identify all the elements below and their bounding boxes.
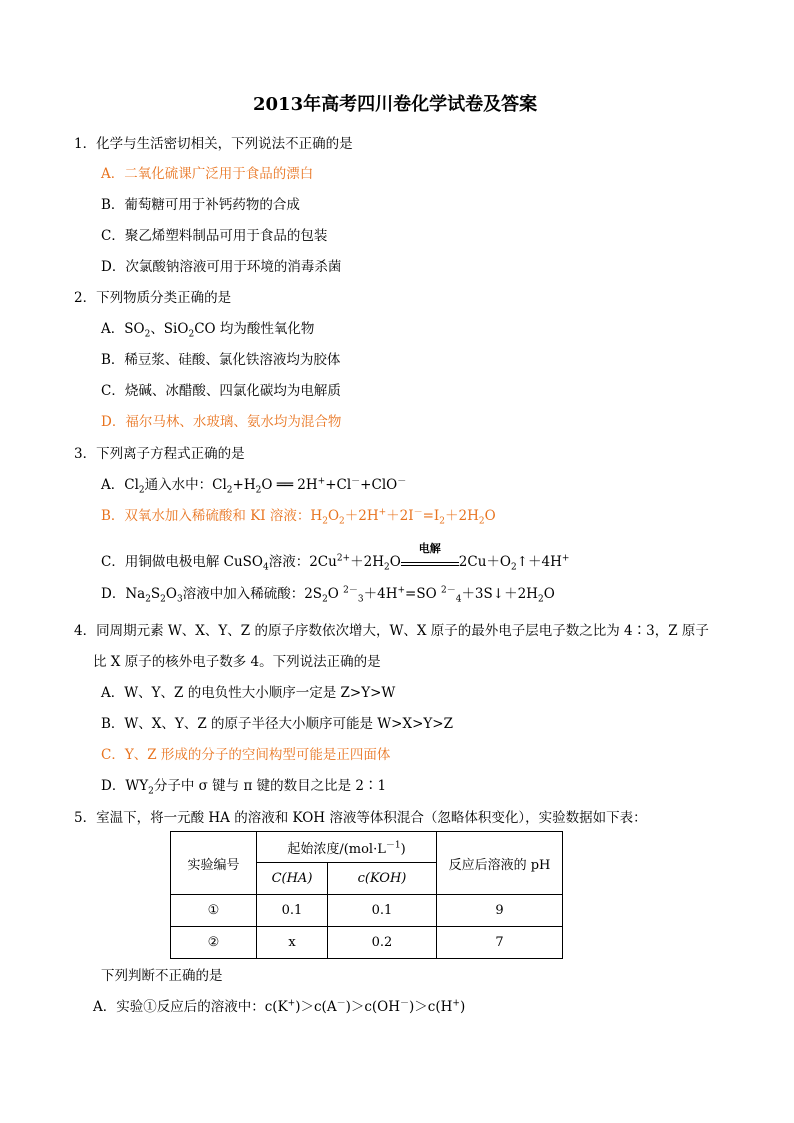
q3-option-a: A．$Cl_2$通入水中：$Cl_2+H_2O$ ══ 2H++Cl－+ClO－ <box>101 476 407 496</box>
q4-option-b: B．W、X、Y、Z 的原子半径大小顺序可能是 W>X>Y>Z <box>101 716 453 732</box>
header-c-koh: c(KOH) <box>328 863 437 895</box>
q2-option-c: C．烧碱、冰醋酸、四氯化碳均为电解质 <box>101 383 341 399</box>
q2-option-d: D．福尔马林、水玻璃、氨水均为混合物 <box>101 414 342 430</box>
q5-stem: 5．室温下，将一元酸 HA 的溶液和 KOH 溶液等体积混合（忽略体积变化），实验数据如下表： <box>74 810 647 826</box>
q3-option-d: D．$Na_2S_2O_3$溶液中加入稀硫酸：$2S_2O$ $^{2-}_3$＋4H+=SO $^{2-}_4+3S↓+2H_2O$ <box>101 585 555 605</box>
q4-stem-line1: 4．同周期元素 W、X、Y、Z 的原子序数依次增大，W、X 原子的最外电子层电子数之比为 4∶3，Z 原子 <box>74 623 709 639</box>
experiment-table <box>170 831 563 959</box>
cell-koh: 0.1 <box>328 895 437 927</box>
q1-option-a: A．二氧化硫课广泛用于食品的漂白 <box>101 166 314 182</box>
cell-no: ② <box>171 927 257 959</box>
q2-option-b: B．稀豆浆、硅酸、氯化铁溶液均为胶体 <box>101 352 341 368</box>
electrolysis-arrow <box>401 542 459 566</box>
q4-option-c: C．Y、Z 形成的分子的空间构型可能是正四面体 <box>101 747 391 763</box>
q4-option-d: D．$WY_2$分子中 σ 键与 π 键的数目之比是 2∶1 <box>101 778 387 797</box>
page-title: 2013年高考四川卷化学试卷及答案 <box>253 94 538 115</box>
q2-stem: 2．下列物质分类正确的是 <box>74 290 232 306</box>
header-experiment-no: 实验编号 <box>171 832 257 895</box>
header-ph: 反应后溶液的 pH <box>437 832 563 895</box>
q5-judge: 下列判断不正确的是 <box>101 968 223 984</box>
q4-stem-line2: 比 X 原子的核外电子数多 4。下列说法正确的是 <box>93 654 381 670</box>
q1-option-b: B．葡萄糖可用于补钙药物的合成 <box>101 197 300 213</box>
q3-stem: 3．下列离子方程式正确的是 <box>74 446 245 462</box>
cell-ph: 7 <box>437 927 563 959</box>
cell-koh: 0.2 <box>328 927 437 959</box>
cell-ph: 9 <box>437 895 563 927</box>
q2-option-a: A．$SO_2$、SiO$_2$CO 均为酸性氧化物 <box>101 321 315 340</box>
header-c-ha: C(HA) <box>257 863 328 895</box>
cell-ha: 0.1 <box>257 895 328 927</box>
q3-option-b: B．双氧水加入稀硫酸和 KI 溶液：$H_2O_2+2H^++2I^-=I_2+2H_2O$ <box>101 507 496 527</box>
electrolysis-label: 电解 <box>418 542 441 555</box>
header-initial-concentration: 起始浓度$/(mol\cdot L^{-1})$ <box>257 832 437 863</box>
table-row <box>171 927 563 959</box>
q1-option-c: C．聚乙烯塑料制品可用于食品的包装 <box>101 228 328 244</box>
q5-option-a: A．实验①反应后的溶液中：c(K+)＞c(A－)＞c(OH－)＞c(H+) <box>93 998 466 1015</box>
cell-no: ① <box>171 895 257 927</box>
q1-stem: 1．化学与生活密切相关，下列说法不正确的是 <box>74 136 353 152</box>
q4-option-a: A．W、Y、Z 的电负性大小顺序一定是 Z>Y>W <box>101 685 396 701</box>
cell-ha: x <box>257 927 328 959</box>
table-row <box>171 895 563 927</box>
q1-option-d: D．次氯酸钠溶液可用于环境的消毒杀菌 <box>101 259 342 275</box>
q3-option-c: C．用铜做电极电解 CuSO$_4$溶液：$2Cu^{2+}+2H_2O$ 电解 $2Cu+O_2↑+4H^+$ <box>101 542 570 573</box>
